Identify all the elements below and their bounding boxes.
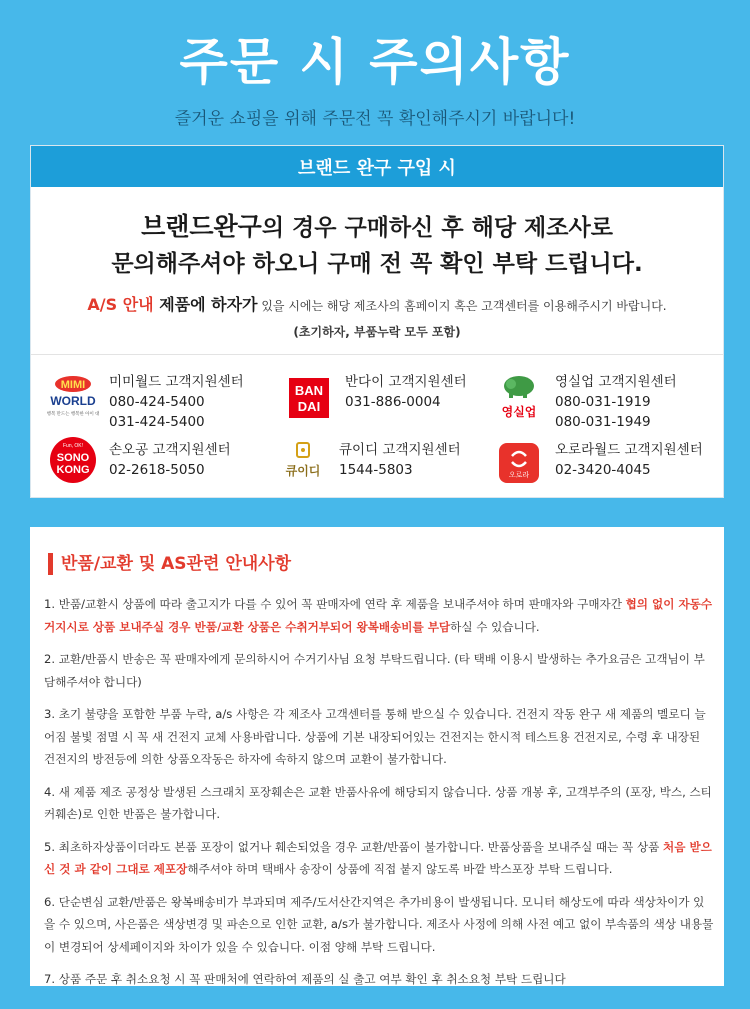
bandai-logo	[283, 372, 335, 424]
svg-text:큐이디: 큐이디	[285, 464, 321, 478]
youngtoys-logo	[493, 372, 545, 424]
brand-section-bar: 브랜드 완구 구입 시	[31, 146, 723, 187]
svg-text:영실업: 영실업	[501, 405, 537, 419]
list-item: 7. 상품 주문 후 취소요청 시 꼭 판매처에 연락하여 제품의 실 출고 여부 확인 후 취소요청 부탁 드립니다	[44, 972, 566, 986]
divider	[31, 354, 723, 355]
contact-qed: 큐이디 큐이디 고객지원센터 1544-5803	[277, 437, 461, 489]
list-item: 5. 최초하자상품이더라도 본품 포장이 없거나 훼손되었을 경우 교환/반품이 불가합니다. 반품상품을 보내주실 때는 꼭 상품 처음 받으신 것 과 같이 그대로 제포장해주셔야 하며 택배사 송장이 상품에 직접 붙지 않도록 바깥 박스포장 부탁 드립니다.	[44, 839, 712, 876]
contact-aurora: 오로라 오로라월드 고객지원센터 02-3420-4045	[493, 437, 703, 489]
contact-mimiworld: MIMI WORLD 행복 만드는 행복한 아이 대 미미월드 고객지원센터 080-424-5400 031-424-5400	[47, 374, 244, 430]
svg-text:SONO: SONO	[56, 452, 90, 464]
svg-text:WORLD: WORLD	[50, 394, 96, 408]
svg-text:BAN: BAN	[294, 383, 324, 398]
as-notice-note: (초기하자, 부품누락 모두 포함)	[293, 325, 461, 339]
list-item: 4. 새 제품 제조 공정상 발생된 스크래치 포장훼손은 교환 반품사유에 해당되지 않습니다. 상품 개봉 후, 고객부주의 (포장, 박스, 스티커훼손)로 인한 반품은 불가합니다.	[44, 784, 712, 821]
contact-sonokong: Fun, OK! SONO KONG 손오공 고객지원센터 02-2618-5050	[47, 434, 231, 486]
page-subtitle: 즐거운 쇼핑을 위해 주문전 꼭 확인해주시기 바랍니다!	[174, 109, 576, 129]
contact-phone: 080-424-5400	[109, 394, 205, 410]
svg-text:KONG: KONG	[56, 464, 90, 476]
brand-notice-line2: 문의해주셔야 하오니 구매 전 꼭 확인 부탁 드립니다.	[111, 251, 643, 277]
contact-phone: 031-424-5400	[109, 414, 205, 430]
contact-youngtoys: 영실업 영실업 고객지원센터 080-031-1919 080-031-1949	[493, 372, 677, 432]
svg-text:행복 만드는 행복한 아이 대: 행복 만드는 행복한 아이 대	[47, 411, 99, 416]
list-item: 1. 반품/교환시 상품에 따라 출고지가 다를 수 있어 꼭 판매자에 연락 후 제품을 보내주셔야 하며 판매자와 구매자간 협의 없이 자동수거지시로 상품 보내주실 경우 반품/교환 상품은 수취거부되어 왕복배송비를 부담하실 수 있습니다.	[44, 597, 713, 634]
mimiworld-logo	[47, 372, 99, 424]
list-item: 3. 초기 불량을 포함한 부품 누락, a/s 사항은 각 제조사 고객센터를 통해 받으실 수 있습니다. 건전지 작동 완구 새 제품의 멜로디 늘어짐 불빛 점멸 시 꼭 새 건전지 교체 사용바랍니다. 상품에 기본 내장되어있는 건전지는 한시적 테스트용 건전지로, 수령 후 내장된 건전지의 방전등에 의한 상품오작동은 하자에 속하지 않으며 교환이 불가합니다.	[44, 707, 706, 766]
svg-text:MIMI: MIMI	[60, 379, 86, 391]
svg-text:Fun, OK!: Fun, OK!	[62, 443, 84, 449]
contact-phone: 02-2618-5050	[109, 462, 205, 478]
sonokong-logo	[47, 434, 99, 486]
page-title: 주문 시 주의사항	[179, 33, 571, 91]
qed-logo	[277, 437, 329, 489]
contact-phone: 080-031-1919	[555, 394, 651, 410]
list-item: 2. 교환/반품시 반송은 꼭 판매자에게 문의하시어 수거기사님 요청 부탁드립니다. (타 택배 이용시 발생하는 추가요금은 고객님이 부담해주셔야 합니다)	[44, 652, 705, 689]
aurora-logo	[493, 437, 545, 489]
contact-phone: 080-031-1949	[555, 414, 651, 430]
brand-toy-card	[30, 145, 724, 498]
return-policy-card	[30, 527, 724, 986]
contact-phone: 02-3420-4045	[555, 462, 651, 478]
return-policy-list	[44, 593, 714, 1001]
brand-notice: 브랜드완구의 경우 구매하신 후 해당 제조사로 문의해주셔야 하오니 구매 전 꼭 확인 부탁 드립니다. A/S 안내 제품에 하자가 있을 시에는 해당 제조사의 홈페이지 혹은 고객센터를 이용해주시기 바랍니다. (초기하자, 부품누락 모두 포함)	[31, 187, 723, 340]
contact-phone: 031-886-0004	[345, 394, 441, 410]
svg-text:DAI: DAI	[297, 399, 321, 414]
return-section-title: 반품/교환 및 AS관련 안내사항	[48, 553, 291, 575]
list-item: 6. 단순변심 교환/반품은 왕복배송비가 부과되며 제주/도서산간지역은 추가비용이 발생됩니다. 모니터 해상도에 따라 색상차이가 있을 수 있으며, 사은품은 색상변경 및 파손으로 인한 교환, a/s가 불가합니다. 제조사 사정에 의해 사전 예고 없이 부속품의 색상 내용물이 변경되어 상세페이지와 차이가 있을 수 있습니다. 이점 양해 부탁 드립니다.	[44, 894, 714, 954]
svg-text:오로라: 오로라	[508, 471, 530, 479]
contact-bandai: BAN DAI 반다이 고객지원센터 031-886-0004	[283, 372, 467, 424]
contact-phone: 1544-5803	[339, 462, 413, 478]
as-notice: A/S 안내 제품에 하자가 있을 시에는 해당 제조사의 홈페이지 혹은 고객센터를 이용해주시기 바랍니다.	[87, 295, 667, 314]
brand-toy-strong: 브랜드완구	[141, 212, 262, 241]
